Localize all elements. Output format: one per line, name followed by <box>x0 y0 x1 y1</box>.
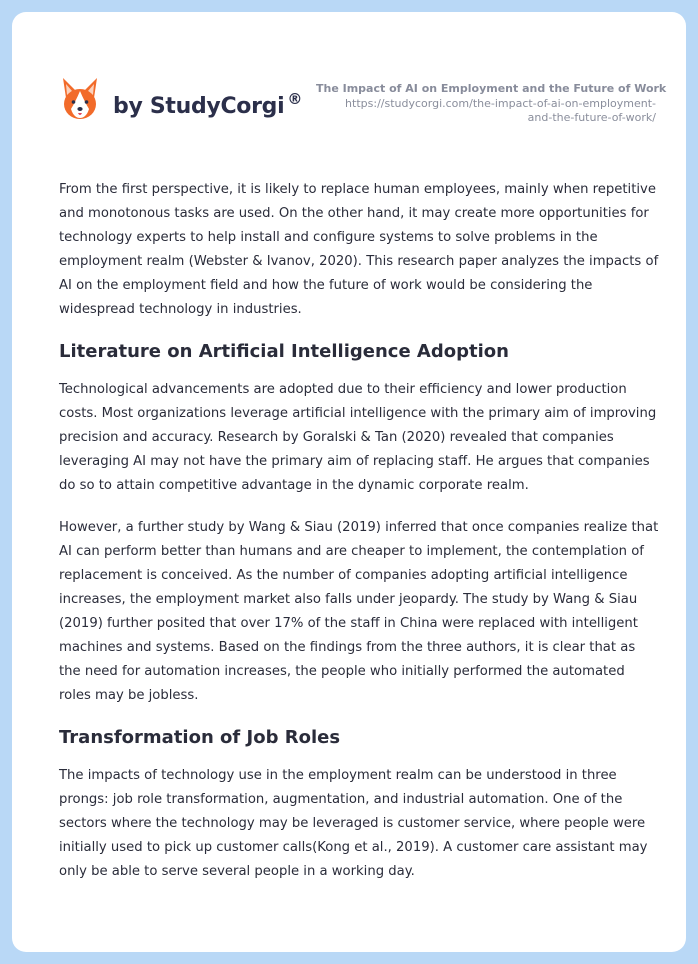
document-body <box>59 178 659 902</box>
document-url[interactable] <box>316 97 656 125</box>
page-header <box>12 12 686 152</box>
paragraph-intro: From the first perspective, it is likely to replace human employees, mainly when repetitive and monotonous tasks are used. On the other hand, it may create more opportunities for technology experts to help install and configure systems to solve problems in the employment realm (Webster & Ivanov, 2020). This research paper analyzes the impacts of AI on the employment field and how the future of work would be considering the widespread technology in industries. <box>59 182 659 317</box>
heading-transformation: Transformation of Job Roles <box>59 727 341 748</box>
document-url-line-1: https://studycorgi.com/the-impact-of-ai-on-employment- <box>345 97 656 110</box>
registered-mark: ® <box>287 90 303 108</box>
document-title: The Impact of AI on Employment and the Future of Work <box>316 82 667 95</box>
document-page <box>12 12 686 952</box>
document-url-line-2: and-the-future-of-work/ <box>527 111 656 124</box>
document-meta <box>316 81 667 125</box>
heading-literature: Literature on Artificial Intelligence Adoption <box>59 341 509 362</box>
brand-name[interactable] <box>113 90 303 119</box>
paragraph-literature-2: However, a further study by Wang & Siau (2019) inferred that once companies realize that AI can perform better than humans and are cheaper to implement, the contemplation of replacement is conceived. As the number of companies adopting artificial intelligence increases, the employment market also falls under jeopardy. The study by Wang & Siau (2019) further posited that over 17% of the staff in China were replaced with intelligent machines and systems. Based on the findings from the three authors, it is clear that as the need for automation increases, the people who initially performed the automated roles may be jobless. <box>59 520 659 703</box>
paragraph-literature-1: Technological advancements are adopted due to their efficiency and lower production costs. Most organizations leverage artificial intelligence with the primary aim of improving precision and accuracy. Research by Goralski & Tan (2020) revealed that companies leveraging AI may not have the primary aim of replacing staff. He argues that companies do so to attain competitive advantage in the dynamic corporate realm. <box>59 382 657 493</box>
brand-text: by StudyCorgi <box>113 94 285 119</box>
corgi-logo-icon[interactable] <box>60 76 100 124</box>
paragraph-transformation: The impacts of technology use in the employment realm can be understood in three prongs: job role transformation, augmentation, and industrial automation. One of the sectors where the technology may be leveraged is customer service, where people were initially used to pick up customer calls(Kong et al., 2019). A customer care assistant may only be able to serve several people in a working day. <box>59 768 648 879</box>
